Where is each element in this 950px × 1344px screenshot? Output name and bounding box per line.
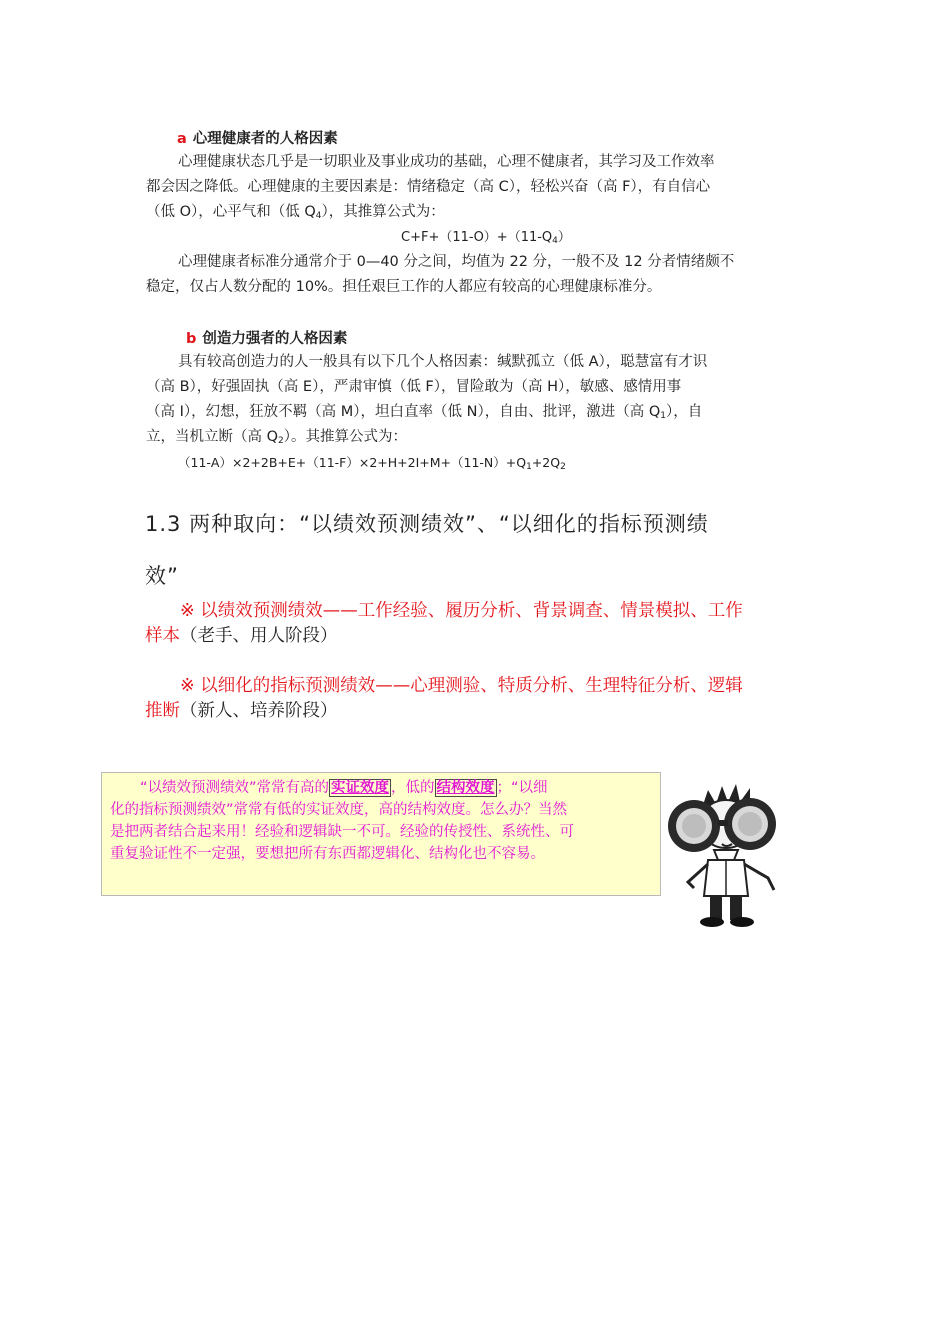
section-b-tag: b	[186, 331, 197, 347]
section-b-heading	[186, 327, 347, 348]
section-a-p1-line2: 都会因之降低。心理健康的主要因素是：情绪稳定（高 C），轻松兴奋（高 F），有自信心	[146, 179, 711, 195]
subscript: 2	[278, 436, 284, 446]
item1-note: （老手、用人阶段）	[180, 626, 338, 646]
note-line3: 是把两者结合起来用！经验和逻辑缺一不可。经验的传授性、系统性、可	[110, 824, 574, 840]
note-line2: 化的指标预测绩效”常常有低的实证效度，高的结构效度。怎么办？当然	[110, 802, 568, 818]
section-b-title: 创造力强者的人格因素	[202, 331, 348, 347]
subscript: 4	[552, 236, 558, 246]
cartoon-man-icon	[664, 778, 794, 928]
text: （高 I），幻想，狂放不羁（高 M），坦白直率（低 N），自由、批评，激进（高 Q	[146, 404, 661, 420]
subscript: 2	[560, 462, 566, 472]
section-a-p2-line2: 稳定，仅占人数分配的 10%。担任艰巨工作的人都应有较高的心理健康标准分。	[146, 279, 662, 295]
text: “以绩效预测绩效”常常有高的	[140, 780, 330, 796]
text: （低 O），心平气和（低 Q	[146, 204, 316, 220]
cartoon-man-illustration	[664, 778, 794, 928]
section-a-tag: a	[177, 131, 187, 147]
subscript: 1	[660, 411, 666, 421]
section-a-title: 心理健康者的人格因素	[192, 131, 338, 147]
text: ），其推算公式为：	[321, 204, 445, 220]
item1-line1: ※ 以绩效预测绩效——工作经验、履历分析、背景调查、情景模拟、工作	[180, 601, 743, 621]
item1-red-text: 样本	[145, 626, 180, 646]
item1-line2	[145, 623, 338, 649]
section-13-heading-line2: 效”	[145, 564, 179, 588]
item2-note: （新人、培养阶段）	[180, 701, 338, 721]
note-term-empirical: 实证效度	[331, 780, 390, 796]
item2-line1: ※ 以细化的指标预测绩效——心理测验、特质分析、生理特征分析、逻辑	[180, 676, 743, 696]
note-line4: 重复验证性不一定强，要想把所有东西都逻辑化、结构化也不容易。	[110, 846, 545, 862]
text: ，低的	[391, 780, 435, 796]
formula-text: ）	[557, 230, 571, 245]
section-b-line1: 具有较高创造力的人一般具有以下几个人格因素：缄默孤立（低 A），聪慧富有才识	[178, 354, 708, 370]
section-a-p1-line3	[146, 200, 445, 229]
note-text	[110, 777, 651, 865]
section-a-heading	[177, 127, 338, 148]
text: ）。其推算公式为：	[283, 429, 408, 445]
text: 立，当机立断（高 Q	[146, 429, 279, 445]
note-term-construct: 结构效度	[436, 780, 495, 796]
formula-b	[178, 450, 566, 480]
formula-text: +2Q	[531, 455, 561, 470]
section-13-heading-line1: 1.3 两种取向：“以绩效预测绩效”、“以细化的指标预测绩	[145, 512, 709, 536]
section-a-p1-line1: 心理健康状态几乎是一切职业及事业成功的基础，心理不健康者，其学习及工作效率	[178, 154, 715, 170]
formula-text: （11-A）×2+2B+E+（11-F）×2+H+2I+M+（11-N）+Q	[178, 455, 527, 470]
text: ），自	[665, 404, 703, 420]
note-box	[101, 772, 661, 896]
section-a-p2-line1: 心理健康者标准分通常介于 0—40 分之间，均值为 22 分，一般不及 12 分者情绪颇不	[178, 254, 735, 270]
text: ；“以细	[496, 780, 548, 796]
item2-line2	[145, 698, 338, 724]
note-line1	[110, 777, 651, 799]
section-b-line2: （高 B），好强固执（高 E），严肃审慎（低 F），冒险敢为（高 H），敏感、感情用事	[146, 379, 682, 395]
subscript: 1	[526, 462, 532, 472]
formula-text: C+F+（11-O）+（11-Q	[401, 230, 553, 245]
subscript: 4	[315, 211, 322, 221]
item2-red-text: 推断	[145, 701, 180, 721]
